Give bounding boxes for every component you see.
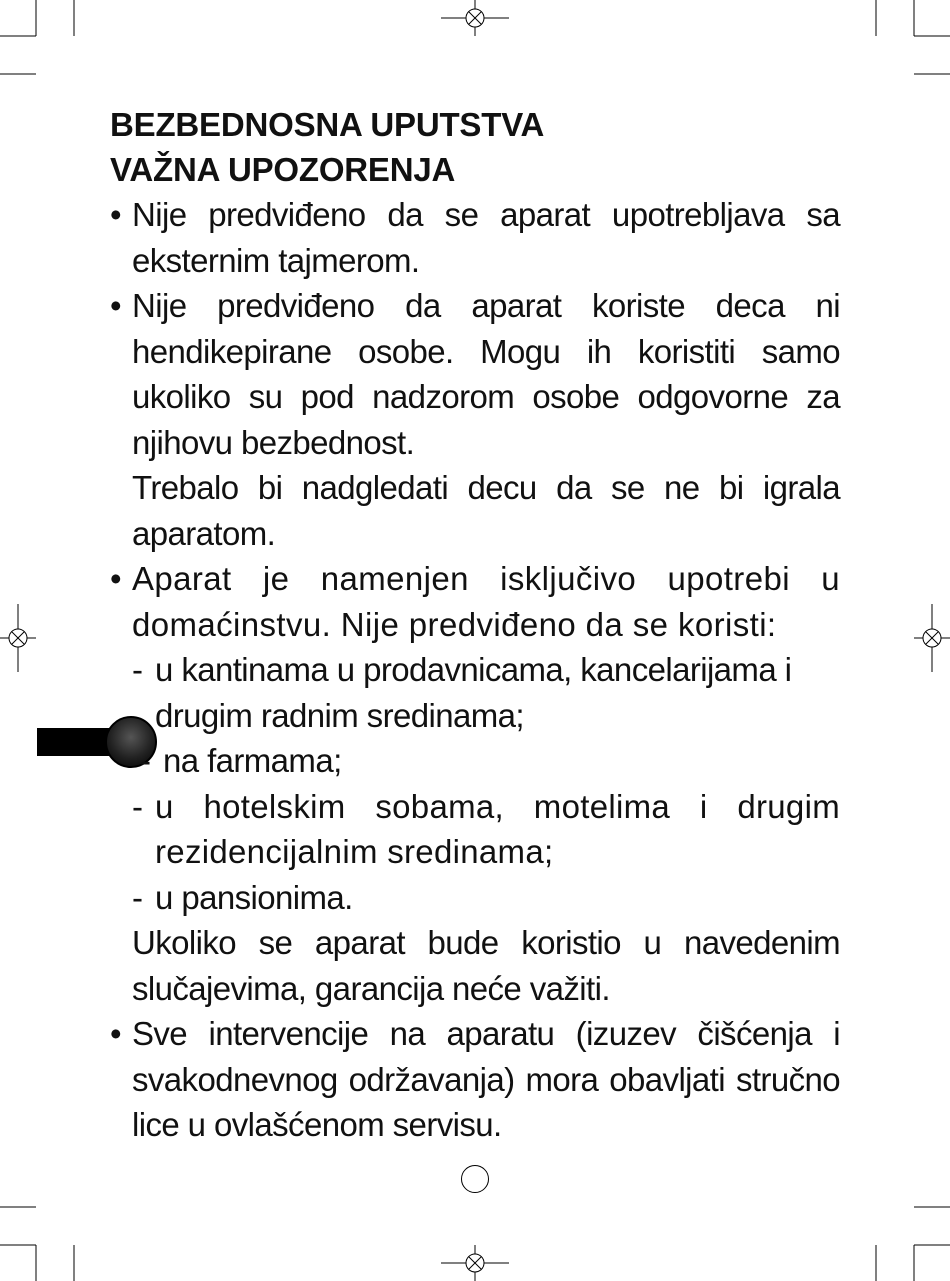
bullet-item-2: [110, 283, 840, 556]
page-title: [110, 102, 840, 192]
language-tab-bar: [37, 728, 109, 756]
bullet-item-4: [110, 1011, 840, 1148]
sub-item-text: u hotelskim sobama, motelima i drugim rezidencijalnim sredinama;: [155, 787, 840, 870]
bullet-note: Ukoliko se aparat bude koristio u navedenim slučajevima, garancija neće važiti.: [132, 924, 840, 1007]
registration-mark-left: [0, 604, 36, 672]
dash-icon: -: [132, 787, 144, 825]
bullet-note: Trebalo bi nadgledati decu da se ne bi igrala aparatom.: [132, 469, 840, 552]
title-line-1: BEZBEDNOSNA UPUTSTVA: [110, 106, 545, 143]
sub-item-1: [110, 647, 840, 738]
dash-icon: -: [132, 651, 143, 688]
sub-item-4: [110, 875, 840, 921]
bullet-text: Aparat je namenjen isključivo upotrebi u domaćinstvu. Nije predviđeno da se koristi:: [132, 560, 840, 643]
bullet-icon: •: [110, 560, 121, 597]
sub-item-2: [110, 738, 840, 784]
sub-item-text: u kantinama u prodavnicama, kancelarijama i drugim radnim sredinama;: [155, 651, 792, 734]
page-number-circle: [461, 1165, 489, 1193]
dash-icon: -: [140, 742, 151, 779]
sub-item-3: [110, 784, 840, 875]
bullet-text: Nije predviđeno da aparat koriste deca ni hendikepirane osobe. Mogu ih koristiti samo ukoliko su pod nadzorom osobe odgovorne za njihovu bezbednost.: [132, 287, 840, 461]
sub-item-text: u pansionima.: [155, 878, 353, 916]
registration-mark-right: [914, 604, 950, 672]
registration-mark-bottom: [441, 1245, 509, 1281]
bullet-item-3: [110, 556, 840, 647]
dash-icon: -: [132, 878, 143, 916]
sub-item-text: na farmama;: [163, 742, 342, 779]
bullet-text: Nije predviđeno da se aparat upotrebljava sa eksternim tajmerom.: [132, 196, 840, 279]
bullet-icon: •: [110, 196, 121, 233]
bullet-item-3-note: [110, 920, 840, 1011]
bullet-icon: •: [110, 287, 121, 324]
bullet-text: Sve intervencije na aparatu (izuzev čišćenja i svakodnevnog održavanja) mora obavljati stručno lice u ovlašćenom servisu.: [132, 1015, 840, 1143]
safety-instructions: [110, 102, 840, 1148]
title-line-2: VAŽNA UPOZORENJA: [110, 151, 456, 188]
bullet-item-1: [110, 192, 840, 283]
bullet-icon: •: [110, 1015, 121, 1052]
registration-mark-top: [441, 0, 509, 36]
